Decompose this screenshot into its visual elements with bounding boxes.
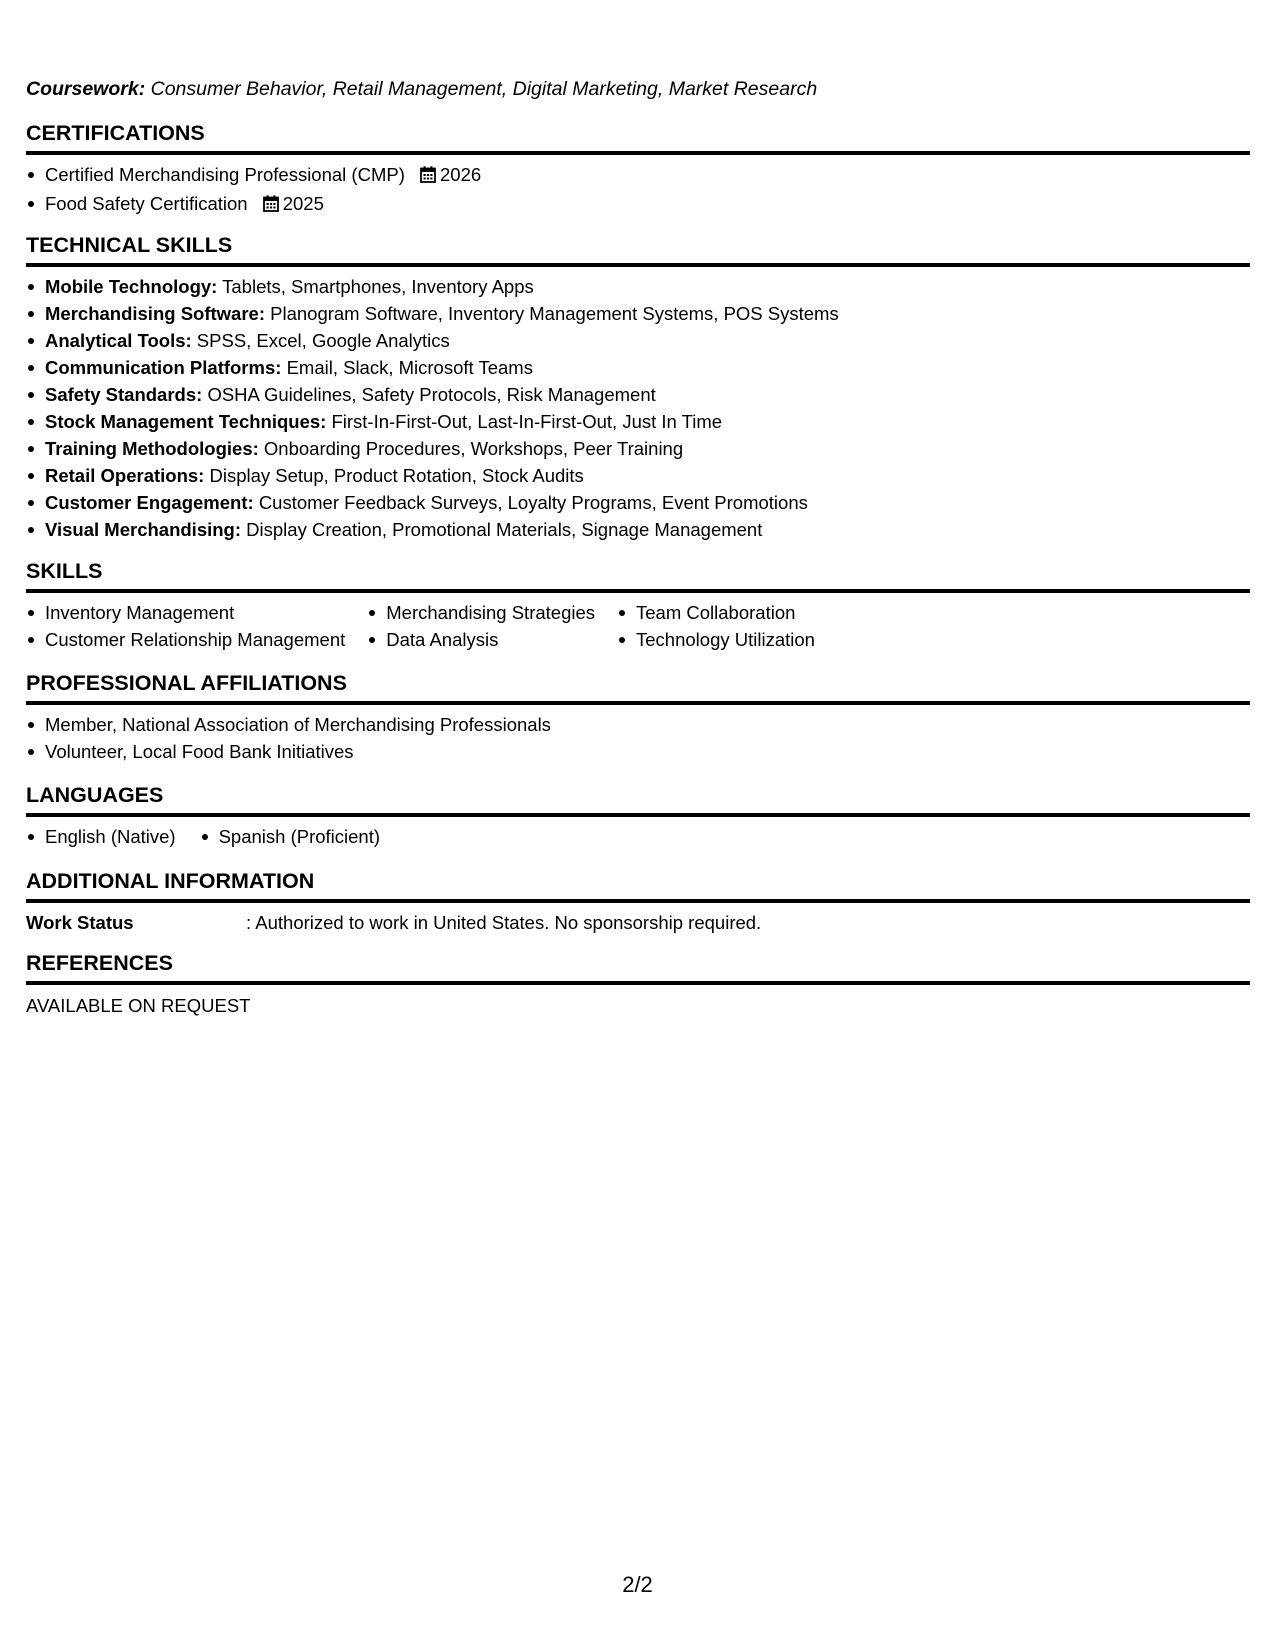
section-divider [26,813,1250,817]
technical-skill-item [26,300,1250,327]
skill-value: OSHA Guidelines, Safety Protocols, Risk Management [207,384,656,405]
skill-item: Inventory Management [26,599,345,626]
skills-column [367,599,595,653]
skill-item: Data Analysis [367,626,595,653]
section-divider [26,263,1250,267]
languages-section [26,782,1250,850]
certification-item [26,161,1250,190]
skills-title: SKILLS [26,559,103,583]
technical-skill-item [26,408,1250,435]
technical-skill-item [26,381,1250,408]
skill-value: Customer Feedback Surveys, Loyalty Programs, Event Promotions [258,492,808,513]
coursework-line [26,78,817,101]
skills-column [26,599,345,653]
skill-value: Display Creation, Promotional Materials, Signage Management [246,519,763,540]
affiliation-item: Volunteer, Local Food Bank Initiatives [26,738,1250,765]
skill-label: Safety Standards: [45,384,203,405]
languages-list [26,823,1250,850]
certification-year: 2026 [440,164,482,185]
skill-value: Tablets, Smartphones, Inventory Apps [222,276,534,297]
skill-label: Retail Operations: [45,465,205,486]
coursework-label: Coursework: [26,78,146,100]
skill-value: First-In-First-Out, Last-In-First-Out, Just In Time [331,411,723,432]
calendar-icon [420,163,436,190]
skill-value: Onboarding Procedures, Workshops, Peer Training [263,438,684,459]
skill-value: Display Setup, Product Rotation, Stock Audits [209,465,584,486]
technical-skill-item [26,327,1250,354]
affiliations-title: PROFESSIONAL AFFILIATIONS [26,671,347,695]
language-item: English (Native) [26,823,176,850]
certification-year: 2025 [282,193,324,214]
skill-label: Stock Management Techniques: [45,411,327,432]
certifications-list [26,161,1250,219]
certifications-title: CERTIFICATIONS [26,121,205,145]
technical-skills-list [26,273,1250,543]
section-divider [26,151,1250,155]
skill-label: Customer Engagement: [45,492,254,513]
skill-item: Customer Relationship Management [26,626,345,653]
technical-skill-item [26,273,1250,300]
skill-label: Analytical Tools: [45,330,192,351]
skill-item: Merchandising Strategies [367,599,595,626]
calendar-icon [263,192,279,219]
certifications-section [26,120,1250,219]
section-divider [26,981,1250,985]
coursework-value: Consumer Behavior, Retail Management, Digital Marketing, Market Research [150,78,818,100]
skills-section [26,558,1250,653]
skill-value: SPSS, Excel, Google Analytics [196,330,450,351]
technical-skill-item [26,354,1250,381]
affiliations-list [26,711,1250,765]
certification-name: Food Safety Certification [45,193,248,214]
technical-skill-item [26,516,1250,543]
technical-skill-item [26,489,1250,516]
skills-column [617,599,815,653]
skill-item: Technology Utilization [617,626,815,653]
languages-title: LANGUAGES [26,783,164,807]
technical-skill-item [26,435,1250,462]
technical-skills-section [26,232,1250,543]
skill-value: Email, Slack, Microsoft Teams [286,357,533,378]
skill-label: Merchandising Software: [45,303,265,324]
references-text: AVAILABLE ON REQUEST [26,995,251,1016]
affiliation-item: Member, National Association of Merchandising Professionals [26,711,1250,738]
technical-skills-title: TECHNICAL SKILLS [26,233,233,257]
technical-skill-item [26,462,1250,489]
skill-value: Planogram Software, Inventory Management Systems, POS Systems [270,303,839,324]
references-section [26,950,1250,1019]
work-status-row [26,909,1250,936]
certification-item [26,190,1250,219]
references-title: REFERENCES [26,951,173,975]
section-divider [26,589,1250,593]
section-divider [26,701,1250,705]
work-status-label: Work Status [26,912,134,933]
work-status-value: : Authorized to work in United States. No sponsorship required. [246,912,762,933]
skill-label: Training Methodologies: [45,438,259,459]
additional-info-title: ADDITIONAL INFORMATION [26,869,315,893]
skill-label: Visual Merchandising: [45,519,242,540]
skill-item: Team Collaboration [617,599,815,626]
skill-label: Mobile Technology: [45,276,218,297]
language-item: Spanish (Proficient) [200,823,380,850]
affiliations-section [26,670,1250,765]
certification-name: Certified Merchandising Professional (CMP) [45,164,405,185]
section-divider [26,899,1250,903]
skills-columns [26,599,1250,653]
skill-label: Communication Platforms: [45,357,282,378]
page-number: 2/2 [622,1572,653,1597]
additional-info-section [26,868,1250,936]
